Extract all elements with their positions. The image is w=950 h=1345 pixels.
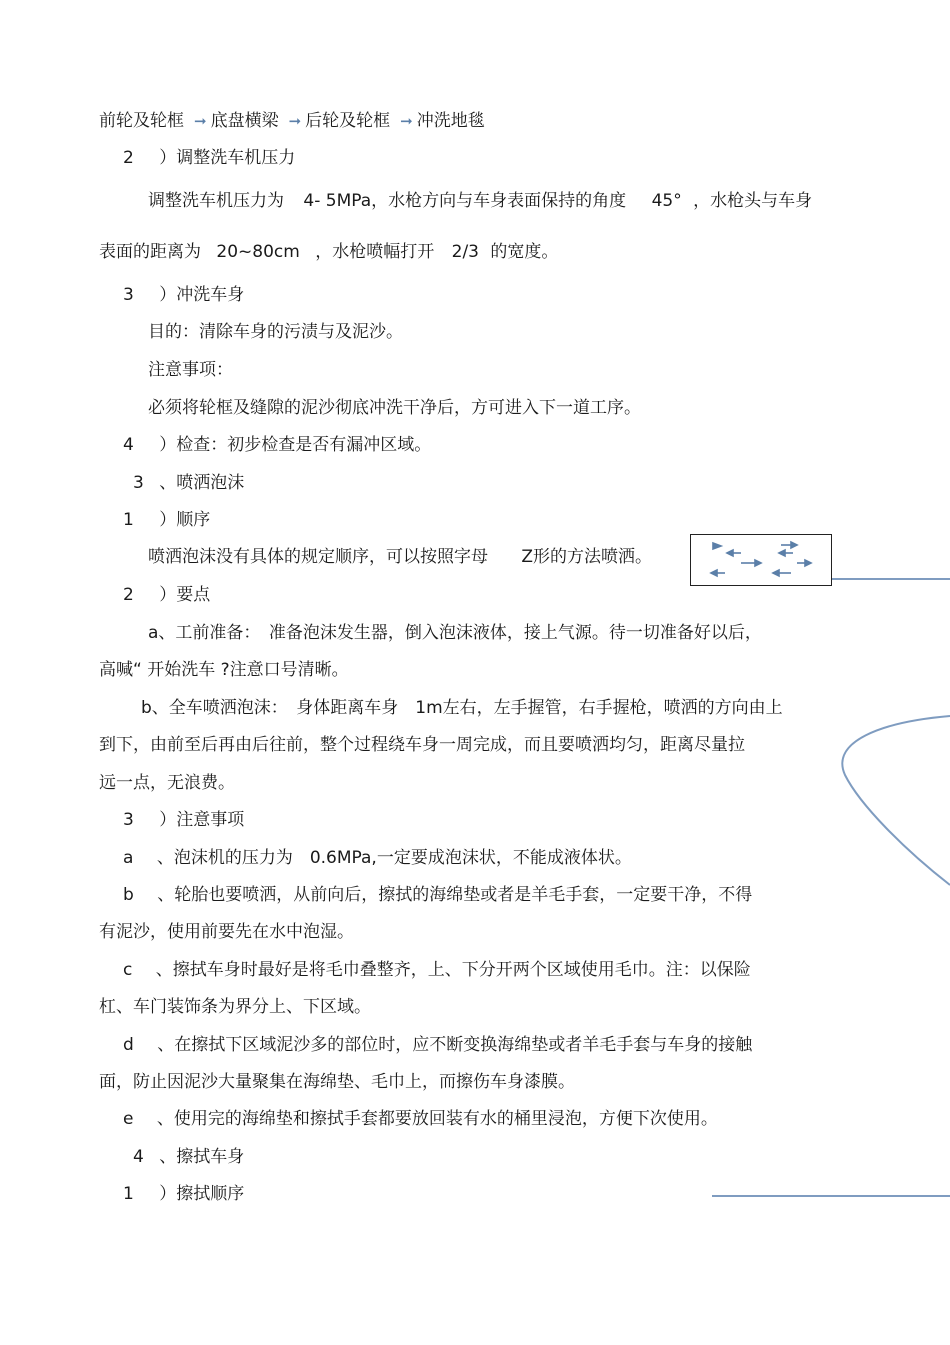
flow-step: 前轮及轮框 (99, 111, 184, 131)
foam-point-b: b、全车喷洒泡沫： 身体距离车身 1m左右，左手握管，右手握枪，喷洒的方向由上 (141, 698, 783, 718)
heading-text: ）擦拭顺序 (159, 1184, 245, 1204)
paragraph-pressure-1 (148, 190, 812, 212)
note-item-c-cont: 杠、车门装饰条为界分上、下区域。 (99, 997, 371, 1017)
heading-text: 、喷洒泡沫 (159, 473, 245, 493)
text-run: 的宽度。 (490, 242, 559, 262)
note-text: 、使用完的海绵垫和擦拭手套都要放回装有水的桶里浸泡，方便下次使用。 (156, 1109, 718, 1129)
item-number: 2 (123, 585, 134, 605)
heading-foam-notes (123, 809, 244, 831)
arrow-right-icon: ➞ (288, 112, 302, 130)
section-number: 4 (133, 1147, 144, 1167)
item-number: 3 (123, 285, 134, 305)
item-number: 1 (123, 1184, 134, 1204)
heading-text: ）冲洗车身 (159, 285, 245, 305)
foam-order-text (148, 546, 652, 568)
paragraph-pressure-2 (99, 241, 558, 263)
note-item-b (123, 884, 752, 906)
note-text: 、泡沫机的压力为 0.6MPa,一定要成泡沫状，不能成液体状。 (156, 848, 632, 868)
z-pattern-diagram (690, 534, 832, 586)
foam-point-a-cont: 高喊“ 开始洗车 ?注意口号清晰。 (99, 660, 349, 680)
note-item-a (123, 847, 632, 869)
section-number: 3 (133, 473, 144, 493)
heading-check (123, 434, 431, 456)
arrow-right-icon: ➞ (194, 112, 207, 130)
note-letter: e (123, 1109, 134, 1129)
note-item-d-cont: 面，防止因泥沙大量聚集在海绵垫、毛巾上，而擦伤车身漆膜。 (99, 1072, 575, 1092)
heading-wipe (133, 1146, 244, 1168)
heading-text: ）顺序 (159, 510, 211, 530)
item-number: 1 (123, 510, 134, 530)
text-run: ，水枪头与车身 (693, 191, 813, 211)
note-item-b-cont: 有泥沙，使用前要先在水中泡湿。 (99, 922, 354, 942)
heading-text: ）检查：初步检查是否有漏冲区域。 (159, 435, 432, 455)
note-letter: d (123, 1035, 134, 1055)
note-item-e (123, 1108, 718, 1130)
heading-foam-order (123, 509, 210, 531)
note-text: 、擦拭车身时最好是将毛巾叠整齐，上、下分开两个区域使用毛巾。注：以保险 (155, 960, 751, 980)
note-item-c (123, 959, 751, 981)
flow-step: 底盘横梁 (210, 111, 279, 131)
text-run: 喷洒泡沫没有具体的规定顺序，可以按照字母 (148, 547, 488, 567)
rinse-purpose: 目的：清除车身的污渍与及泥沙。 (148, 322, 403, 342)
heading-foam (133, 472, 244, 494)
heading-text: 、擦拭车身 (159, 1147, 245, 1167)
note-letter: a (123, 848, 134, 868)
heading-rinse-body (123, 284, 244, 306)
heading-wipe-order (123, 1183, 244, 1205)
heading-text: ）要点 (159, 585, 211, 605)
z-arrows-icon (691, 535, 831, 585)
text-run: 45° (651, 191, 682, 211)
text-run: ，水枪方向与车身表面保持的角度 (371, 191, 627, 211)
rinse-notes-label: 注意事项： (148, 360, 233, 380)
note-text: 、在擦拭下区域泥沙多的部位时，应不断变换海绵垫或者羊毛手套与车身的接触 (157, 1035, 753, 1055)
text-run: Z形的方法喷洒。 (521, 547, 653, 567)
item-number: 2 (123, 148, 134, 168)
note-letter: b (123, 885, 134, 905)
arrow-right-icon: ➞ (400, 112, 413, 130)
text-run: 4- 5MPa (303, 191, 372, 211)
heading-foam-points (123, 584, 210, 606)
flow-sequence (99, 110, 485, 132)
text-run: 表面的距离为 (99, 242, 201, 262)
text-run: 2/3 (451, 242, 479, 262)
note-item-d (123, 1034, 752, 1056)
foam-point-b-cont1: 到下，由前至后再由后往前，整个过程绕车身一周完成，而且要喷洒均匀，距离尽量拉 (99, 735, 745, 755)
item-number: 3 (123, 810, 134, 830)
heading-text: ）注意事项 (159, 810, 245, 830)
note-letter: c (123, 960, 133, 980)
heading-adjust-pressure (123, 147, 295, 169)
heading-text: ）调整洗车机压力 (159, 148, 296, 168)
text-run: 调整洗车机压力为 (148, 191, 284, 211)
foam-point-a: a、工前准备： 准备泡沫发生器，倒入泡沫液体，接上气源。待一切准备好以后， (148, 623, 762, 643)
flow-step: 冲洗地毯 (416, 111, 485, 131)
foam-point-b-cont2: 远一点，无浪费。 (99, 773, 235, 793)
text-run: 20~80cm (216, 242, 300, 262)
item-number: 4 (123, 435, 134, 455)
note-text: 、轮胎也要喷洒，从前向后，擦拭的海绵垫或者是羊毛手套，一定要干净，不得 (157, 885, 753, 905)
rinse-notes-text: 必须将轮框及缝隙的泥沙彻底冲洗干净后，方可进入下一道工序。 (148, 398, 641, 418)
flow-step: 后轮及轮框 (305, 111, 391, 131)
text-run: ，水枪喷幅打开 (315, 242, 435, 262)
